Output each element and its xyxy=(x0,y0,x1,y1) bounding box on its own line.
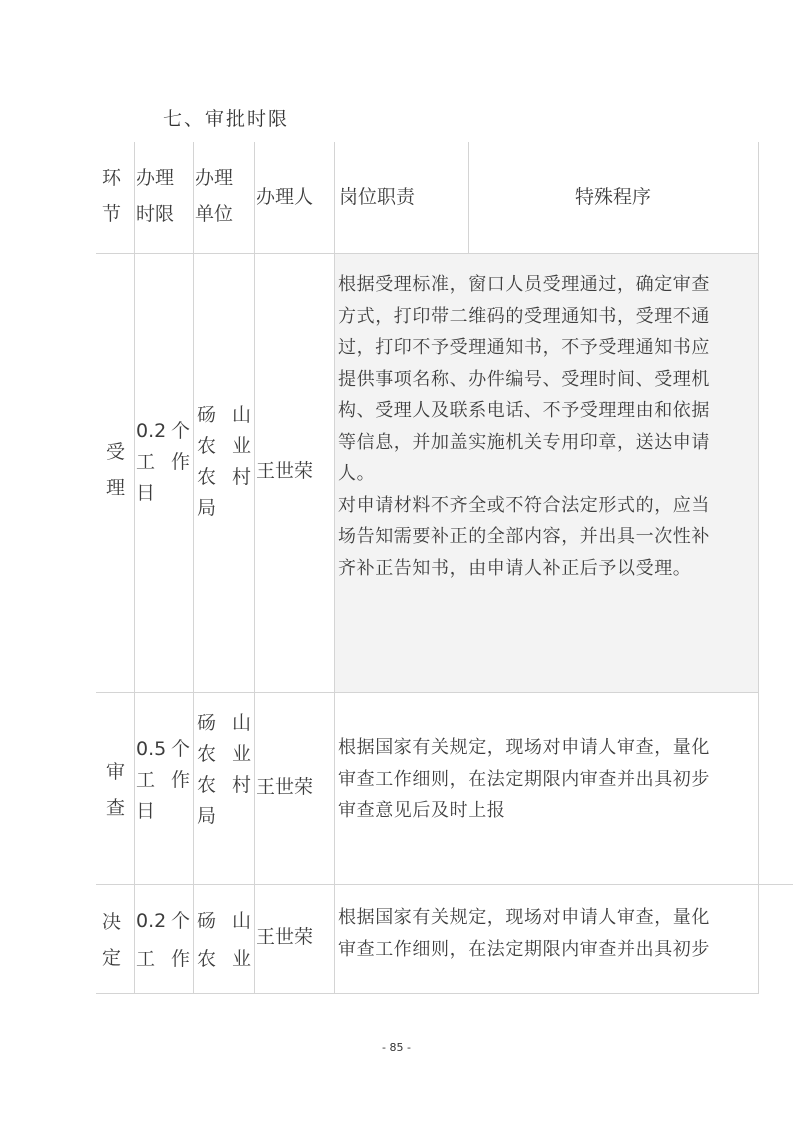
section-title: 七、审批时限 xyxy=(163,108,290,130)
table-bottom-border xyxy=(96,993,758,994)
page-number: - 85 - xyxy=(382,1041,411,1054)
col-divider xyxy=(134,142,135,994)
row-stage: 受 理 xyxy=(106,441,126,499)
row-stage: 决 定 xyxy=(102,911,122,969)
header-unit: 办 理 单位 xyxy=(195,167,234,225)
header-time-limit: 办 理 时限 xyxy=(136,167,175,225)
header-stage: 环 节 xyxy=(102,167,122,225)
row-time-limit: 0.2 个 工 作 xyxy=(136,910,190,970)
col-divider xyxy=(758,142,759,994)
col-divider xyxy=(254,142,255,994)
row-unit: 砀 山 农 业 xyxy=(197,910,251,970)
col-divider xyxy=(334,142,335,994)
col-divider xyxy=(193,142,194,994)
row-handler: 王世荣 xyxy=(256,460,314,482)
row-divider xyxy=(96,253,758,254)
row-duty: 根据国家有关规定，现场对申请人审查，量化 审查工作细则，在法定期限内审查并出具初步 审查意见后及时上报 xyxy=(338,737,710,821)
row-divider xyxy=(96,692,758,693)
row-stage: 审 查 xyxy=(106,761,126,819)
header-duty: 岗位职责 xyxy=(339,186,416,208)
row-time-limit: 0.2 个 工 作 日 xyxy=(136,420,190,504)
row-unit: 砀 山 农 业 农 村 局 xyxy=(197,712,251,827)
header-special: 特殊程序 xyxy=(574,186,651,208)
row-unit: 砀 山 农 业 农 村 局 xyxy=(197,404,251,519)
row-duty: 根据国家有关规定，现场对申请人审查，量化 审查工作细则，在法定期限内审查并出具初步 xyxy=(338,907,710,960)
approval-time-limit-table xyxy=(96,142,793,994)
header-handler: 办理人 xyxy=(256,186,314,208)
row-handler: 王世荣 xyxy=(256,926,314,948)
row-duty: 根据受理标准，窗口人员受理通过，确定审查 方式，打印带二维码的受理通知书，受理不通 过，打印不予受理通知书，不予受理通知书应 提供事项名称、办件编号、受理时间、受理机 构、受理人及联系电话、不予受理理由和依据 等信息，并加盖实施机关专用印章，送达申请 人。 对申请材料不齐全或不符合法定形式的，应当 场告知需要补正的全部内容，并出具一次性补 齐补正告知书，由申请人补正后予以受理。 xyxy=(338,274,710,579)
row-divider xyxy=(96,884,793,885)
row-handler: 王世荣 xyxy=(256,776,314,798)
row-time-limit: 0.5 个 工 作 日 xyxy=(136,738,190,822)
